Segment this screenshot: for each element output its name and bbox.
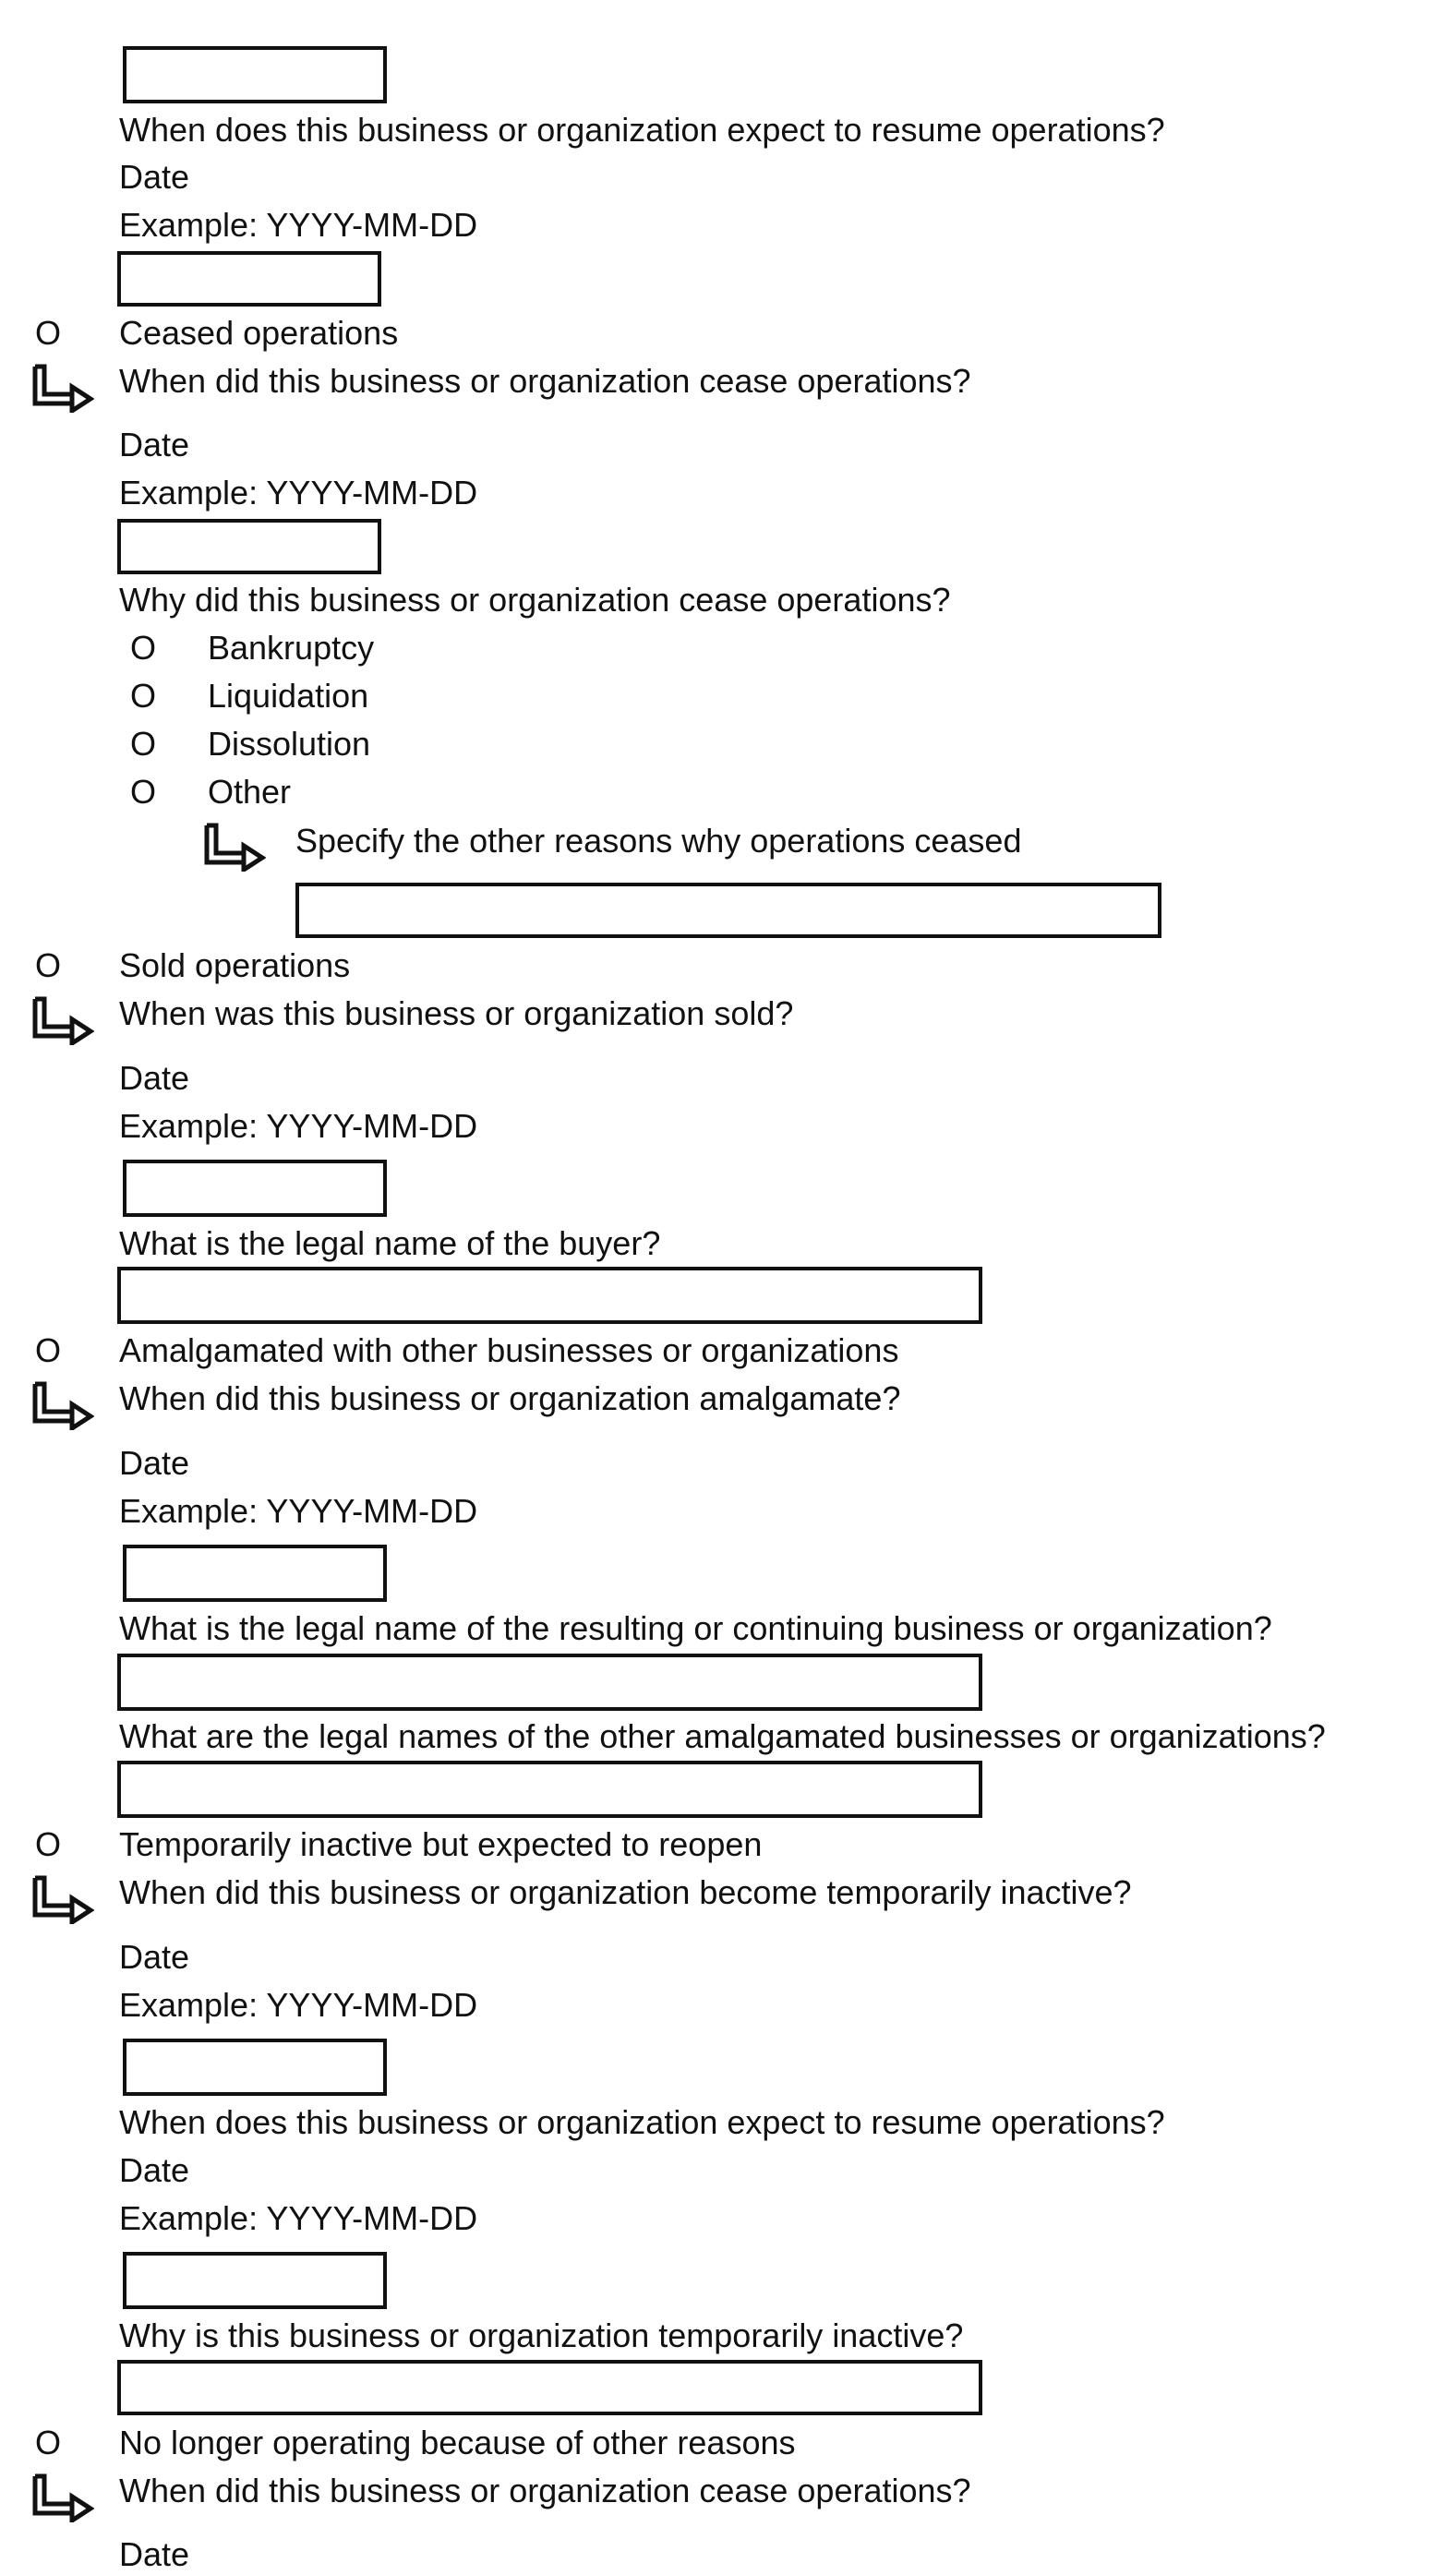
- inactive-date-input[interactable]: [123, 2039, 387, 2096]
- radio-no-longer-operating[interactable]: O: [35, 2424, 62, 2461]
- date-label: Date: [119, 1059, 190, 1097]
- reason-other-label: Other: [208, 773, 292, 811]
- resume-date-input[interactable]: [117, 251, 381, 307]
- radio-temporarily-inactive[interactable]: O: [35, 1825, 62, 1863]
- resume-date-input-top[interactable]: [123, 46, 387, 103]
- question-other-amalgamated-names: What are the legal names of the other amalgamated businesses or organizations?: [119, 1717, 1326, 1755]
- inactive-reason-input[interactable]: [117, 2360, 982, 2415]
- question-no-longer-operating-when: When did this business or organization cease operations?: [119, 2472, 971, 2509]
- question-resume-operations: When does this business or organization expect to resume operations?: [119, 111, 1165, 149]
- buyer-name-input[interactable]: [117, 1267, 982, 1324]
- option-sold-operations-label: Sold operations: [119, 946, 351, 984]
- radio-dissolution[interactable]: O: [130, 725, 157, 763]
- other-reasons-input[interactable]: [295, 883, 1161, 938]
- other-amalgamated-names-input[interactable]: [117, 1761, 982, 1818]
- option-temporarily-inactive-label: Temporarily inactive but expected to reopen: [119, 1825, 763, 1863]
- question-sold-when: When was this business or organization sold?: [119, 994, 794, 1032]
- radio-sold-operations[interactable]: O: [35, 946, 62, 984]
- date-label: Date: [119, 426, 190, 463]
- resume-date-input-2[interactable]: [123, 2252, 387, 2309]
- branch-arrow-icon: [30, 1380, 94, 1430]
- ceased-date-input[interactable]: [117, 519, 381, 574]
- branch-arrow-icon: [201, 822, 266, 872]
- branch-arrow-icon: [30, 363, 94, 413]
- reason-liquidation-label: Liquidation: [208, 677, 369, 715]
- date-example: Example: YYYY-MM-DD: [119, 206, 478, 244]
- radio-amalgamated[interactable]: O: [35, 1331, 62, 1369]
- radio-ceased-operations[interactable]: O: [35, 314, 62, 352]
- date-example: Example: YYYY-MM-DD: [119, 1492, 478, 1530]
- question-temporarily-inactive-why: Why is this business or organization temporarily inactive?: [119, 2316, 964, 2354]
- radio-liquidation[interactable]: O: [130, 677, 157, 715]
- question-ceased-why: Why did this business or organization cease operations?: [119, 581, 951, 619]
- question-amalgamate-when: When did this business or organization amalgamate?: [119, 1379, 901, 1417]
- date-label: Date: [119, 1938, 190, 1976]
- date-label: Date: [119, 158, 190, 196]
- option-no-longer-operating-label: No longer operating because of other reasons: [119, 2424, 796, 2461]
- question-resume-operations: When does this business or organization expect to resume operations?: [119, 2103, 1165, 2141]
- date-label: Date: [119, 2535, 190, 2573]
- question-buyer-name: What is the legal name of the buyer?: [119, 1224, 661, 1262]
- date-example: Example: YYYY-MM-DD: [119, 1107, 478, 1145]
- question-resulting-name: What is the legal name of the resulting or continuing business or organization?: [119, 1609, 1272, 1647]
- option-amalgamated-label: Amalgamated with other businesses or organizations: [119, 1331, 899, 1369]
- branch-arrow-icon: [30, 995, 94, 1045]
- reason-bankruptcy-label: Bankruptcy: [208, 629, 375, 667]
- branch-arrow-icon: [30, 1874, 94, 1924]
- radio-bankruptcy[interactable]: O: [130, 629, 157, 667]
- date-example: Example: YYYY-MM-DD: [119, 474, 478, 511]
- amalgamate-date-input[interactable]: [123, 1545, 387, 1602]
- option-ceased-operations-label: Ceased operations: [119, 314, 399, 352]
- date-example: Example: YYYY-MM-DD: [119, 2199, 478, 2237]
- reason-dissolution-label: Dissolution: [208, 725, 371, 763]
- specify-other-reasons: Specify the other reasons why operations ceased: [295, 822, 1022, 860]
- question-ceased-when: When did this business or organization cease operations?: [119, 362, 971, 400]
- date-example: Example: YYYY-MM-DD: [119, 1986, 478, 2024]
- radio-other[interactable]: O: [130, 773, 157, 811]
- question-temporarily-inactive-when: When did this business or organization become temporarily inactive?: [119, 1873, 1132, 1911]
- date-label: Date: [119, 1444, 190, 1482]
- branch-arrow-icon: [30, 2473, 94, 2522]
- date-label: Date: [119, 2151, 190, 2189]
- sold-date-input[interactable]: [123, 1160, 387, 1217]
- resulting-name-input[interactable]: [117, 1654, 982, 1711]
